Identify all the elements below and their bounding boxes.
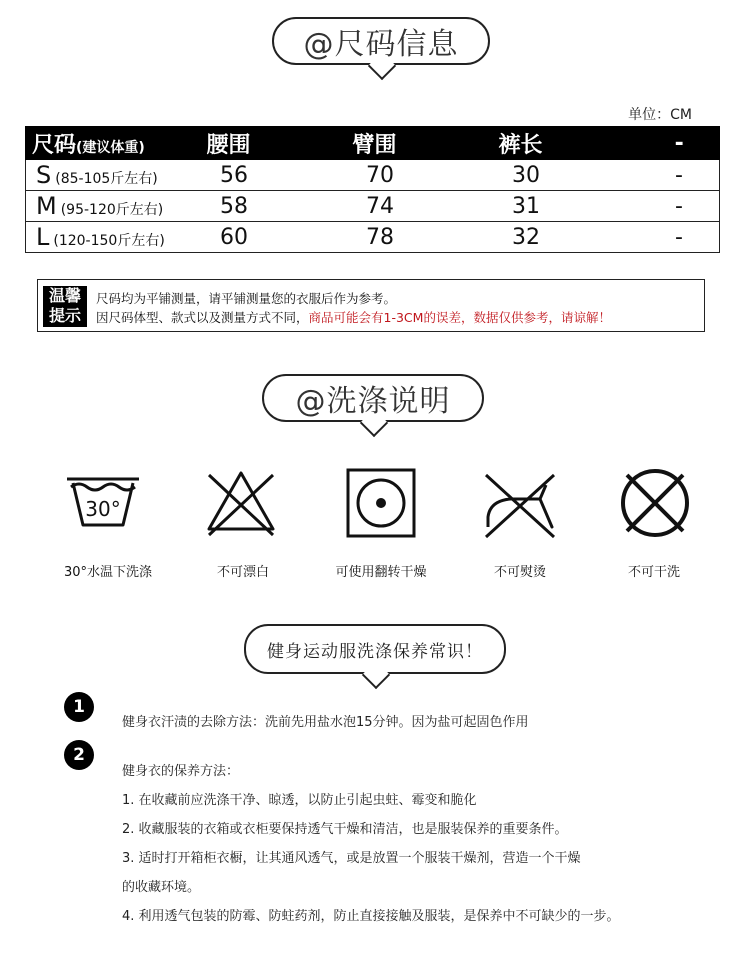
care-item-1: 健身衣汗渍的去除方法：洗前先用盐水泡15分钟。因为盐可起固色作用 — [122, 715, 529, 730]
tips-line-1: 尺码均为平铺测量，请平铺测量您的衣服后作为参考。 — [96, 291, 397, 306]
size-table-header — [26, 127, 720, 160]
no-bleach-label: 不可漂白 — [216, 565, 269, 580]
wash-title-bubble — [262, 374, 484, 422]
size-table — [25, 126, 720, 253]
table-row — [26, 222, 720, 253]
no-bleach-icon — [203, 465, 279, 541]
care-number-2: 2 — [64, 740, 94, 770]
wash-30-label: 30°水温下洗涤 — [63, 565, 153, 580]
tips-badge-top: 温馨 — [48, 286, 81, 305]
length-cell: 32 — [498, 222, 659, 253]
no-iron-label: 不可熨烫 — [493, 565, 546, 580]
header-length: 裤长 — [498, 127, 659, 160]
size-cell: L (120-150斤左右) — [26, 222, 207, 253]
care-line: 2. 收藏服装的衣箱或衣柜要保持透气干燥和清洁，也是服装保养的重要条件。 — [122, 822, 568, 837]
care-line: 4. 利用透气包装的防霉、防蛀药剂，防止直接接触及服装，是保养中不可缺少的一步。 — [122, 909, 620, 924]
extra-cell: - — [659, 191, 720, 222]
tips-line-2 — [96, 308, 611, 326]
care-number-1: 1 — [64, 692, 94, 722]
care-title-bubble — [244, 624, 506, 674]
care-line: 1. 在收藏前应洗涤干净、晾透，以防止引起虫蛀、霉变和脆化 — [122, 793, 477, 808]
table-row — [26, 191, 720, 222]
arm-cell: 74 — [352, 191, 498, 222]
length-cell: 30 — [498, 160, 659, 191]
header-arm: 臂围 — [352, 127, 498, 160]
size-info-title-bubble — [272, 17, 490, 65]
tumble-dry-label: 可使用翻转干燥 — [335, 565, 427, 580]
tips-line-2-highlight: 商品可能会有1-3CM的误差，数据仅供参考，请谅解！ — [308, 310, 611, 325]
waist-cell: 60 — [206, 222, 352, 253]
header-size: 尺码(建议体重) — [26, 127, 207, 160]
arm-cell: 70 — [352, 160, 498, 191]
header-extra: - — [659, 127, 720, 160]
table-row — [26, 160, 720, 191]
extra-cell: - — [659, 222, 720, 253]
no-dry-clean-label: 不可干洗 — [627, 565, 680, 580]
wash-title: @洗涤说明 — [295, 384, 451, 419]
wash-30-icon — [65, 465, 141, 541]
tips-line-2-prefix: 因尺码体型、款式以及测量方式不同， — [96, 310, 309, 325]
care-item-2-title: 健身衣的保养方法： — [122, 764, 240, 779]
tips-badge — [43, 286, 87, 327]
waist-cell: 58 — [206, 191, 352, 222]
waist-cell: 56 — [206, 160, 352, 191]
extra-cell: - — [659, 160, 720, 191]
no-iron-icon — [482, 465, 558, 541]
header-waist: 腰围 — [206, 127, 352, 160]
tumble-dry-icon — [343, 465, 419, 541]
tips-box — [37, 279, 705, 332]
tips-badge-bottom: 提示 — [48, 306, 81, 325]
care-line: 的收藏环境。 — [122, 880, 201, 895]
arm-cell: 78 — [352, 222, 498, 253]
wash-temp-text: 30° — [85, 497, 121, 521]
unit-label: 单位：CM — [628, 107, 692, 123]
care-title: 健身运动服洗涤保养常识！ — [267, 641, 483, 662]
bubble-tail — [362, 661, 390, 689]
length-cell: 31 — [498, 191, 659, 222]
care-line: 3. 适时打开箱柜衣橱，让其通风透气，或是放置一个服装干燥剂，营造一个干燥 — [122, 851, 581, 866]
size-cell: S (85-105斤左右) — [26, 160, 207, 191]
size-info-title: @尺码信息 — [303, 27, 459, 62]
size-cell: M (95-120斤左右) — [26, 191, 207, 222]
no-dry-clean-icon — [617, 465, 693, 541]
